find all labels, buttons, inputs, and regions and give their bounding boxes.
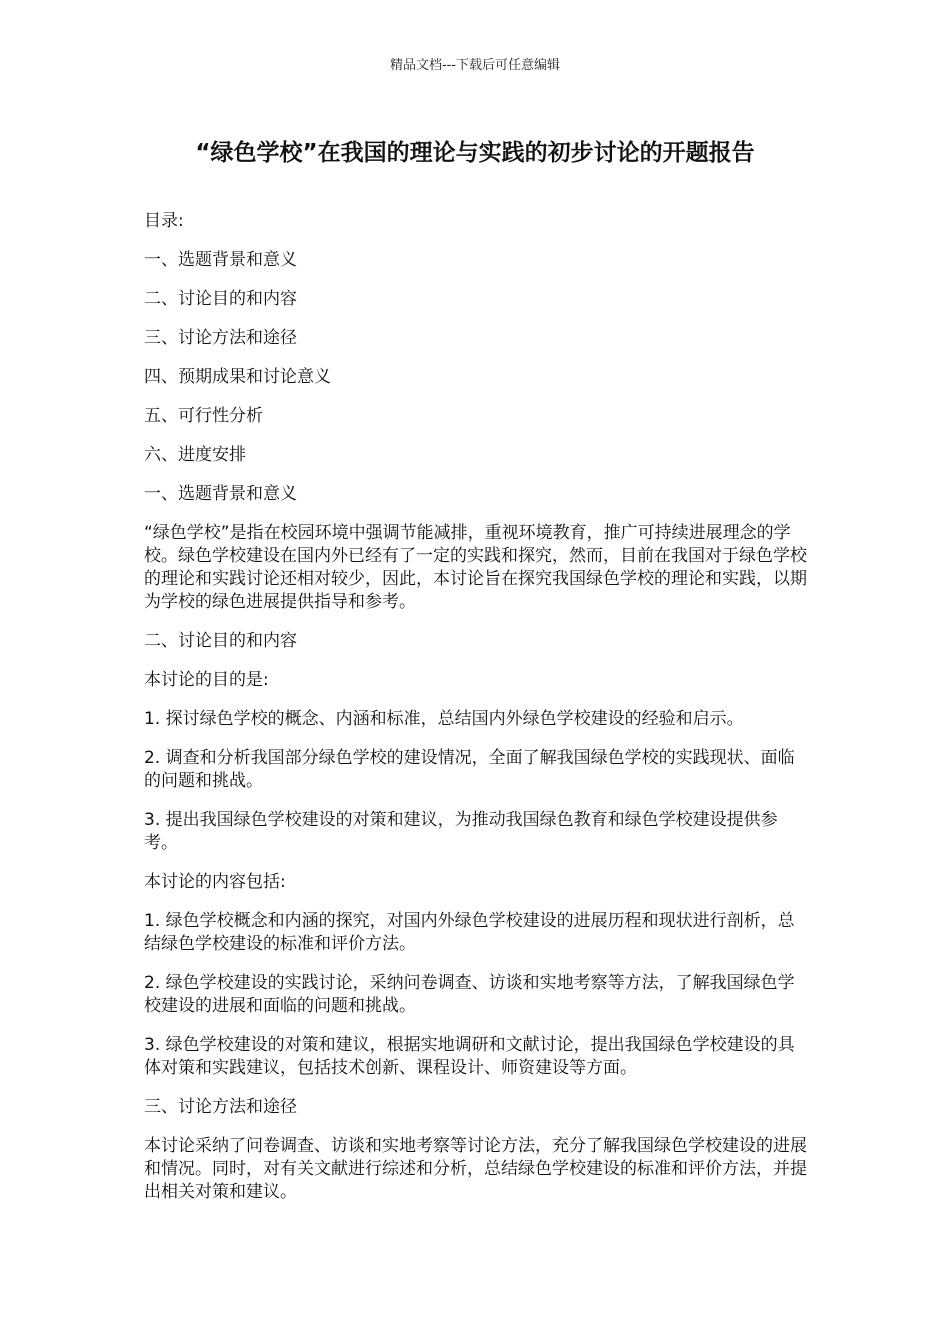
content-item: 2. 绿色学校建设的实践讨论，采纳问卷调查、访谈和实地考察等方法，了解我国绿色学校建设的进展和面临的问题和挑战。 bbox=[144, 973, 795, 1016]
section-heading: 二、讨论目的和内容 bbox=[144, 631, 297, 651]
section-heading: 三、讨论方法和途径 bbox=[144, 1097, 297, 1117]
purpose-item: 1. 探讨绿色学校的概念、内涵和标准，总结国内外绿色学校建设的经验和启示。 bbox=[144, 709, 744, 729]
purpose-item: 3. 提出我国绿色学校建设的对策和建议，为推动我国绿色教育和绿色学校建设提供参考。 bbox=[144, 810, 778, 853]
document-title: “绿色学校”在我国的理论与实践的初步讨论的开题报告 bbox=[195, 140, 755, 166]
toc-item: 四、预期成果和讨论意义 bbox=[144, 367, 331, 387]
document-body bbox=[144, 210, 808, 1220]
purpose-item: 2. 调查和分析我国部分绿色学校的建设情况，全面了解我国绿色学校的实践现状、面临的问题和挑战。 bbox=[144, 748, 795, 791]
section-paragraph: 本讨论采纳了问卷调查、访谈和实地考察等讨论方法，充分了解我国绿色学校建设的进展和情况。同时，对有关文献进行综述和分析，总结绿色学校建设的标准和评价方法，并提出相关对策和建议。 bbox=[144, 1136, 807, 1202]
content-item: 1. 绿色学校概念和内涵的探究，对国内外绿色学校建设的进展历程和现状进行剖析，总结绿色学校建设的标准和评价方法。 bbox=[144, 911, 795, 954]
purpose-intro: 本讨论的目的是: bbox=[144, 670, 269, 690]
content-intro: 本讨论的内容包括: bbox=[144, 872, 286, 892]
toc-item: 五、可行性分析 bbox=[144, 406, 263, 426]
content-item: 3. 绿色学校建设的对策和建议，根据实地调研和文献讨论，提出我国绿色学校建设的具体对策和实践建议，包括技术创新、课程设计、师资建设等方面。 bbox=[144, 1035, 795, 1078]
toc-heading: 目录: bbox=[144, 211, 184, 231]
toc-item: 六、进度安排 bbox=[144, 445, 246, 465]
toc-item: 二、讨论目的和内容 bbox=[144, 289, 297, 309]
toc-item: 三、讨论方法和途径 bbox=[144, 328, 297, 348]
toc-item: 一、选题背景和意义 bbox=[144, 250, 297, 270]
section-paragraph: “绿色学校”是指在校园环境中强调节能减排，重视环境教育，推广可持续进展理念的学校。绿色学校建设在国内外已经有了一定的实践和探究，然而，目前在我国对于绿色学校的理论和实践讨论还相对较少，因此，本讨论旨在探究我国绿色学校的理论和实践，以期为学校的绿色进展提供指导和参考。 bbox=[144, 523, 807, 612]
section-heading: 一、选题背景和意义 bbox=[144, 484, 297, 504]
header-note: 精品文档---下载后可任意编辑 bbox=[389, 58, 561, 73]
